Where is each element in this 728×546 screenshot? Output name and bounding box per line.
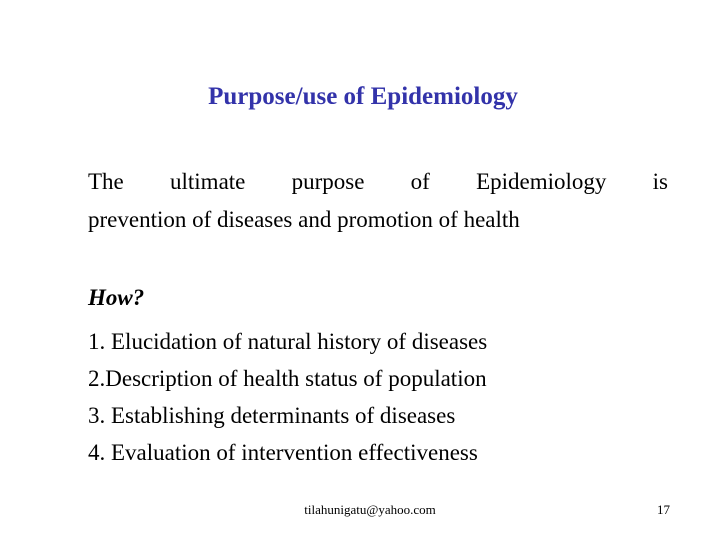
- list-item: 2.Description of health status of population: [88, 366, 487, 391]
- list-item: 4. Evaluation of intervention effectiveness: [88, 440, 478, 465]
- how-heading: How?: [88, 285, 145, 310]
- page-number: 17: [657, 502, 670, 517]
- paragraph-line-2: prevention of diseases and promotion of health: [88, 207, 520, 232]
- list-item: 3. Establishing determinants of diseases: [88, 403, 456, 428]
- slide-title-text: Purpose/use of Epidemiology: [208, 83, 518, 110]
- slide-title: [0, 80, 728, 114]
- list-item: 1. Elucidation of natural history of diseases: [88, 329, 488, 354]
- purpose-paragraph: [88, 163, 668, 239]
- purpose-list: [88, 323, 487, 471]
- footer-email: tilahunigatu@yahoo.com: [304, 502, 436, 517]
- paragraph-line-1: The ultimate purpose of Epidemiology is: [88, 169, 668, 194]
